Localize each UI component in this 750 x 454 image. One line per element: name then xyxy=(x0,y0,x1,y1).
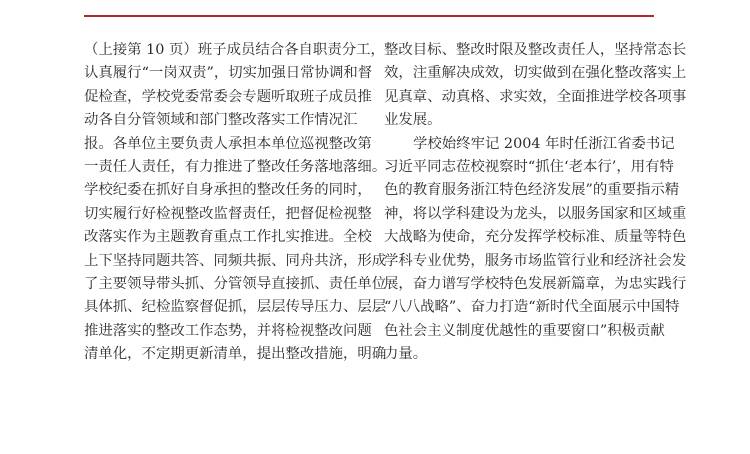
text-line: 神，将以学科建设为龙头，以服务国家和区域重 xyxy=(384,205,687,222)
text-line: 见真章、动真格、求实效，全面推进学校各项事 xyxy=(384,88,687,105)
paragraph-start-line: 学校始终牢记 2004 年时任浙江省委书记 xyxy=(413,135,675,152)
text-line: 色的教育服务浙江特色经济发展”的重要指示精 xyxy=(384,182,680,199)
text-line: 改落实作为主题教育重点工作扎实推进。全校 xyxy=(84,229,372,246)
text-line: 报。各单位主要负责人承担本单位巡视整改第 xyxy=(84,135,372,152)
text-line: 学科专业优势，服务市场监管行业和经济社会发 xyxy=(384,252,687,269)
text-line: 促检查，学校党委常委会专题听取班子成员推 xyxy=(84,88,372,105)
text-line: 切实履行好检视整改监督责任，把督促检视整 xyxy=(84,205,372,222)
text-line: 清单化，不定期更新清单，提出整改措施，明确 xyxy=(84,346,387,363)
text-line: （上接第 10 页）班子成员结合各自职责分工， xyxy=(84,42,385,58)
text-line: 整改目标、整改时限及整改责任人，坚持常态长 xyxy=(384,42,687,58)
text-line: 上下坚持同题共答、同频共振、同舟共济，形成 xyxy=(84,252,387,269)
article-column-left xyxy=(84,39,387,366)
text-line: “八八战略”、奋力打造“新时代全面展示中国特 xyxy=(384,299,680,316)
text-line: 业发展。 xyxy=(384,112,442,129)
text-line: 效，注重解决成效，切实做到在强化整改落实上 xyxy=(384,65,687,82)
text-line: 了主要领导带头抓、分管领导直接抓、责任单位 xyxy=(84,275,387,292)
text-line: 认真履行“一岗双责”，切实加强日常协调和督 xyxy=(84,65,373,82)
text-line: 学校纪委在抓好自身承担的整改任务的同时， xyxy=(84,182,372,199)
text-line: 动各自分管领域和部门整改落实工作情况汇 xyxy=(84,112,358,129)
text-line: 推进落实的整改工作态势，并将检视整改问题 xyxy=(84,322,372,339)
header-rule xyxy=(84,15,654,17)
text-line: 具体抓、纪检监察督促抓，层层传导压力、层层 xyxy=(84,299,387,316)
text-line: 展，奋力谱写学校特色发展新篇章，为忠实践行 xyxy=(384,275,687,292)
text-line: 力量。 xyxy=(384,346,428,363)
text-line: 色社会主义制度优越性的重要窗口”积极贡献 xyxy=(384,322,665,339)
text-line: 一责任人责任，有力推进了整改任务落地落细。 xyxy=(84,158,387,175)
article-column-right xyxy=(384,39,687,366)
text-line: 习近平同志莅校视察时“抓住‘老本行’，用有特 xyxy=(384,158,674,175)
text-line: 大战略为使命，充分发挥学校标准、质量等特色 xyxy=(384,229,687,246)
